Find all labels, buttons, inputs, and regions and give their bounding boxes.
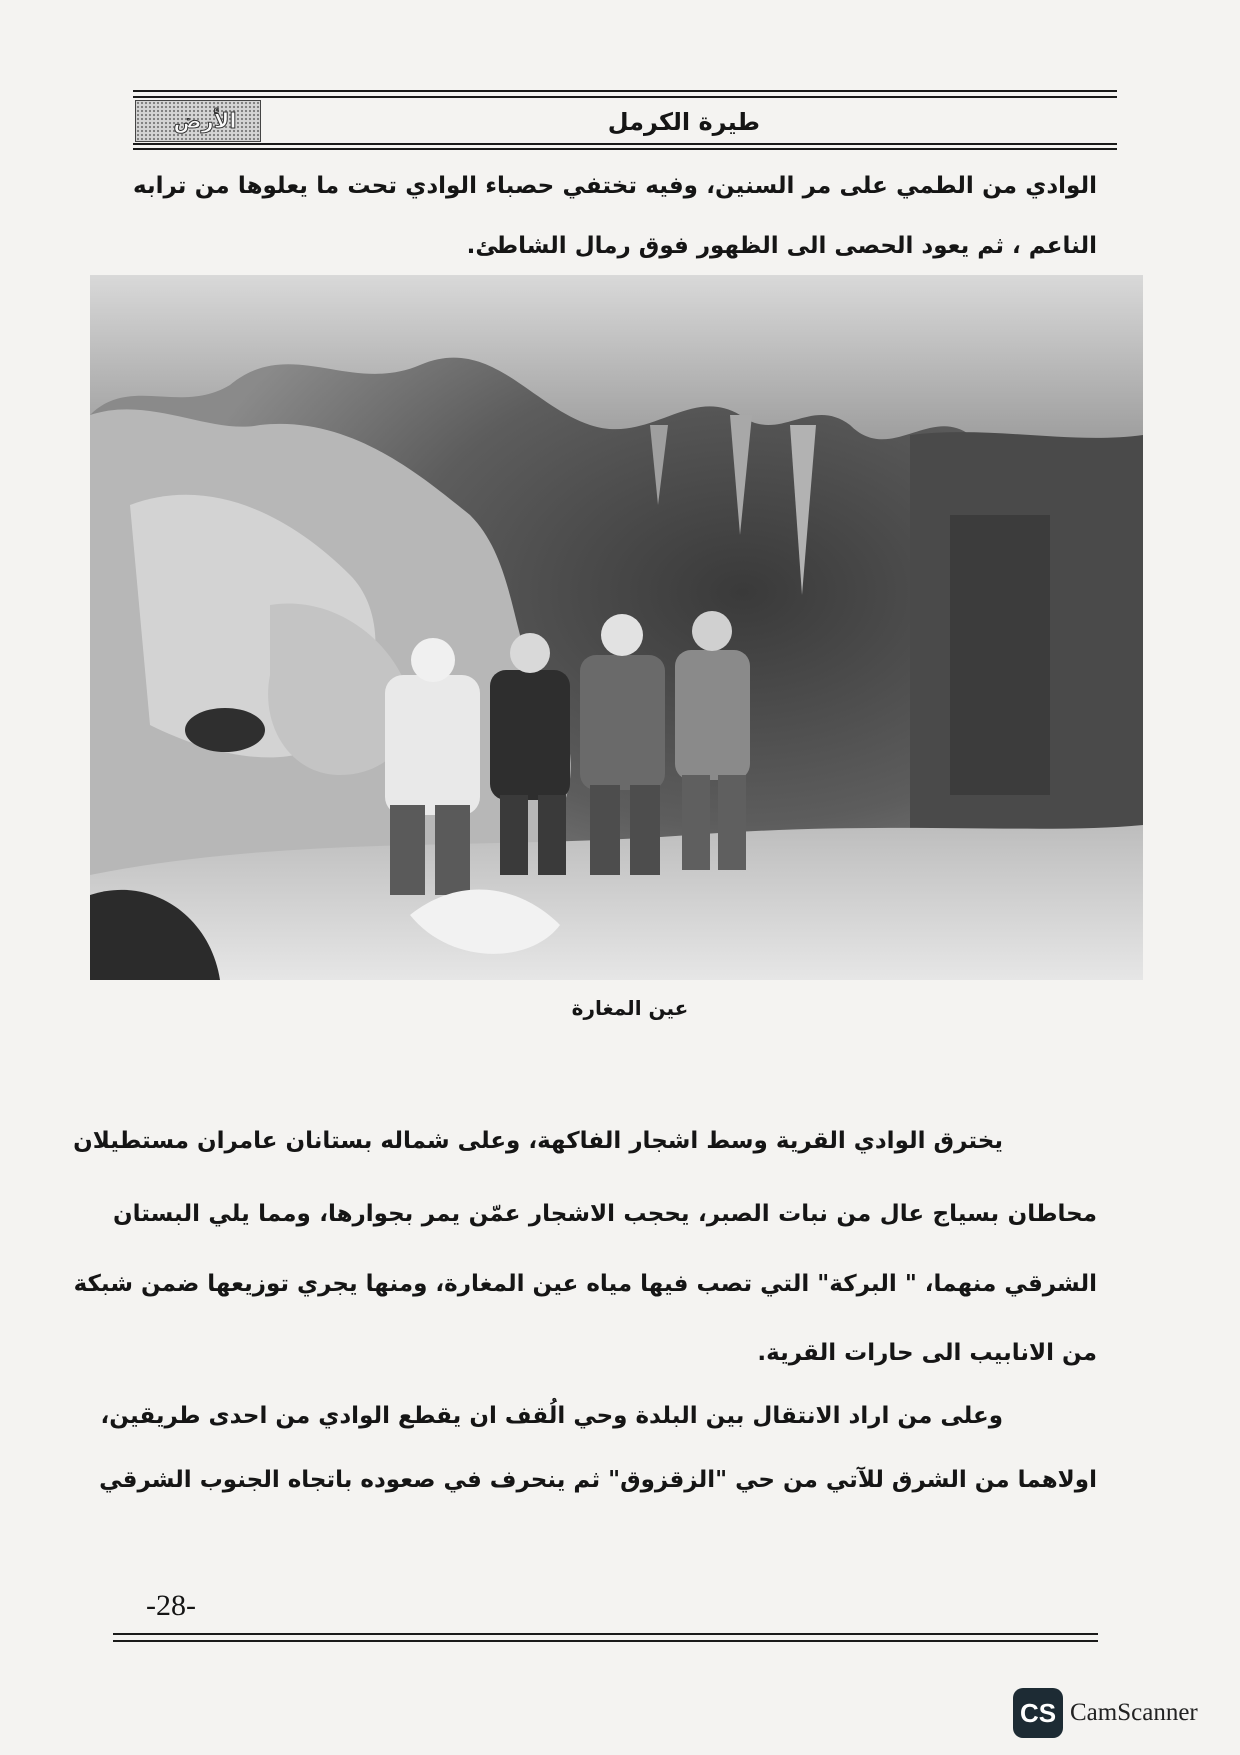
footer-rule — [113, 1633, 1098, 1642]
body-line-1: يخترق الوادي القرية وسط اشجار الفاكهة، وعلى شماله بستانان عامران مستطيلان — [73, 1128, 1003, 1154]
running-title: طيرة الكرمل — [607, 108, 760, 136]
header-rule-bottom — [133, 143, 1117, 150]
section-tab-label: الأرض — [173, 109, 237, 133]
body-line-4: من الانابيب الى حارات القرية. — [757, 1340, 1097, 1366]
intro-line-2: الناعم ، ثم يعود الحصى الى الظهور فوق رمال الشاطئ. — [466, 233, 1097, 259]
body-line-5: وعلى من اراد الانتقال بين البلدة وحي الُقف ان يقطع الوادي من احدى طريقين، — [100, 1403, 1003, 1429]
body-line-2: محاطان بسياج عال من نبات الصبر، يحجب الاشجار عمّن يمر بجوارها، ومما يلي البستان — [113, 1201, 1097, 1227]
photo-caption: عين المغارة — [571, 996, 689, 1020]
body-line-6: اولاهما من الشرق للآتي من حي "الزقزوق" ثم ينحرف في صعوده باتجاه الجنوب الشرقي — [99, 1467, 1097, 1493]
camscanner-logo-icon: CS — [1013, 1688, 1063, 1738]
intro-line-1: الوادي من الطمي على مر السنين، وفيه تختفي حصباء الوادي تحت ما يعلوها من ترابه — [133, 173, 1097, 199]
page-number: -28- — [146, 1589, 196, 1622]
body-line-3: الشرقي منهما، " البركة" التي تصب فيها مياه عين المغارة، ومنها يجري توزيعها ضمن شبكة — [73, 1271, 1097, 1297]
camscanner-label: CamScanner — [1070, 1699, 1198, 1726]
cave-photo — [90, 275, 1143, 980]
header-rule-top — [133, 90, 1117, 98]
